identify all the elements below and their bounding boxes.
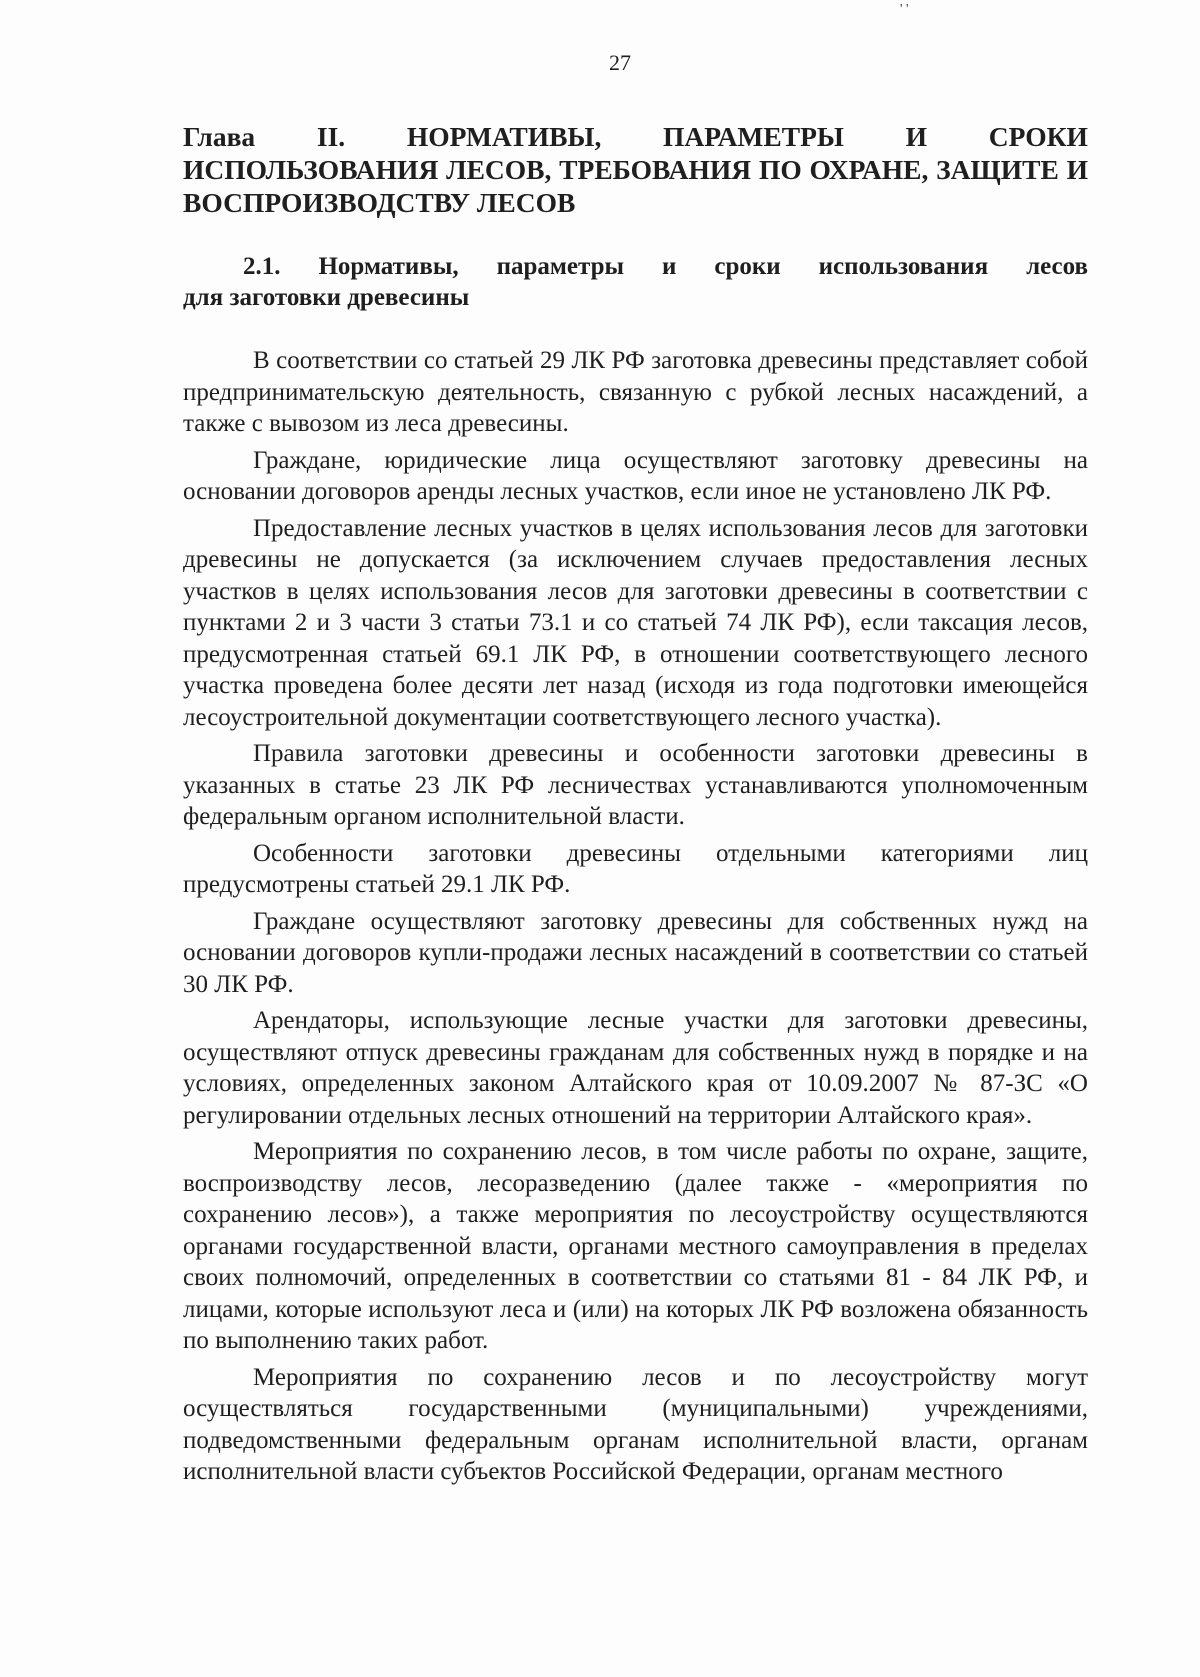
paragraph: Мероприятия по сохранению лесов и по лесоустройству могут осуществляться государственными (муниципальными) учреждениями, подведомственными федеральным органам исполнительной власти, органам исполнительной власти субъектов Российской Федерации, органам местного (183, 1363, 1088, 1485)
chapter-word: СРОКИ (988, 121, 1088, 152)
section-word: и (662, 253, 677, 280)
scan-artifact: ' ' (900, 2, 909, 17)
chapter-title-rest: ИСПОЛЬЗОВАНИЯ ЛЕСОВ, ТРЕБОВАНИЯ ПО ОХРАНЕ, ЗАЩИТЕ И ВОСПРОИЗВОДСТВУ ЛЕСОВ (183, 154, 1088, 218)
section-word: использования (818, 253, 989, 280)
chapter-word: НОРМАТИВЫ, (406, 121, 602, 152)
chapter-word: ПАРАМЕТРЫ (663, 121, 844, 152)
chapter-word: II. (316, 121, 346, 152)
section-title-rest: для заготовки древесины (183, 284, 470, 311)
section-title-first-line (183, 251, 1088, 282)
section-word: Нормативы, (318, 253, 459, 280)
paragraph: В соответствии со статьей 29 ЛК РФ заготовка древесины представляет собой предпринимательскую деятельность, связанную с рубкой лесных насаждений, а также с вывозом из леса древесины. (183, 347, 1088, 437)
paragraph: Граждане осуществляют заготовку древесины для собственных нужд на основании договоров купли-продажи лесных насаждений в соответствии со статьей 30 ЛК РФ. (183, 907, 1088, 998)
paragraph: Предоставление лесных участков в целях использования лесов для заготовки древесины не допускается (за исключением случаев предоставления лесных участков в целях использования лесов для заготовки древесины в соответствии с пунктами 2 и 3 части 3 статьи 73.1 и со статьей 74 ЛК РФ), если таксация лесов, предусмотренная статьей 69.1 ЛК РФ, в отношении соответствующего лесного участка проведена более десяти лет назад (исходя из года подготовки имеющейся лесоустроительной документации соответствующего лесного участка). (183, 514, 1088, 731)
section-word: сроки (714, 253, 781, 280)
paragraph: Особенности заготовки древесины отдельными категориями лиц предусмотрены статьей 29.1 ЛК РФ. (183, 839, 1088, 898)
paragraph: Арендаторы, использующие лесные участки для заготовки древесины, осуществляют отпуск древесины гражданам для собственных нужд в порядке и на условиях, определенных законом Алтайского края от 10.09.2007 № 87-ЗС «О регулировании отдельных лесных отношений на территории Алтайского края». (183, 1007, 1088, 1129)
page-number: 27 (609, 50, 631, 75)
chapter-word: Глава (183, 121, 256, 152)
section-word: 2.1. (243, 253, 281, 280)
paragraph: Граждане, юридические лица осуществляют заготовку древесины на основании договоров аренды лесных участков, если иное не установлено ЛК РФ. (183, 446, 1088, 505)
section-word: лесов (1026, 253, 1088, 280)
document-content (183, 120, 1088, 1493)
chapter-word: И (905, 121, 927, 152)
section-word: параметры (496, 253, 625, 280)
paragraph: Мероприятия по сохранению лесов, в том числе работы по охране, защите, воспроизводству лесов, лесоразведению (далее также - «мероприятия по сохранению лесов»), а также мероприятия по лесоустройству осуществляются органами государственной власти, органами местного самоуправления в пределах своих полномочий, определенных в соответствии со статьями 81 - 84 ЛК РФ, и лицами, которые используют леса и (или) на которых ЛК РФ возложена обязанность по выполнению таких работ. (183, 1138, 1088, 1354)
chapter-title-first-line (183, 120, 1088, 153)
body-text (183, 345, 1088, 1488)
chapter-title (183, 120, 1088, 219)
section-title (183, 251, 1088, 313)
paragraph: Правила заготовки древесины и особенности заготовки древесины в указанных в статье 23 ЛК РФ лесничествах устанавливаются уполномоченным федеральным органом исполнительной власти. (183, 740, 1088, 830)
